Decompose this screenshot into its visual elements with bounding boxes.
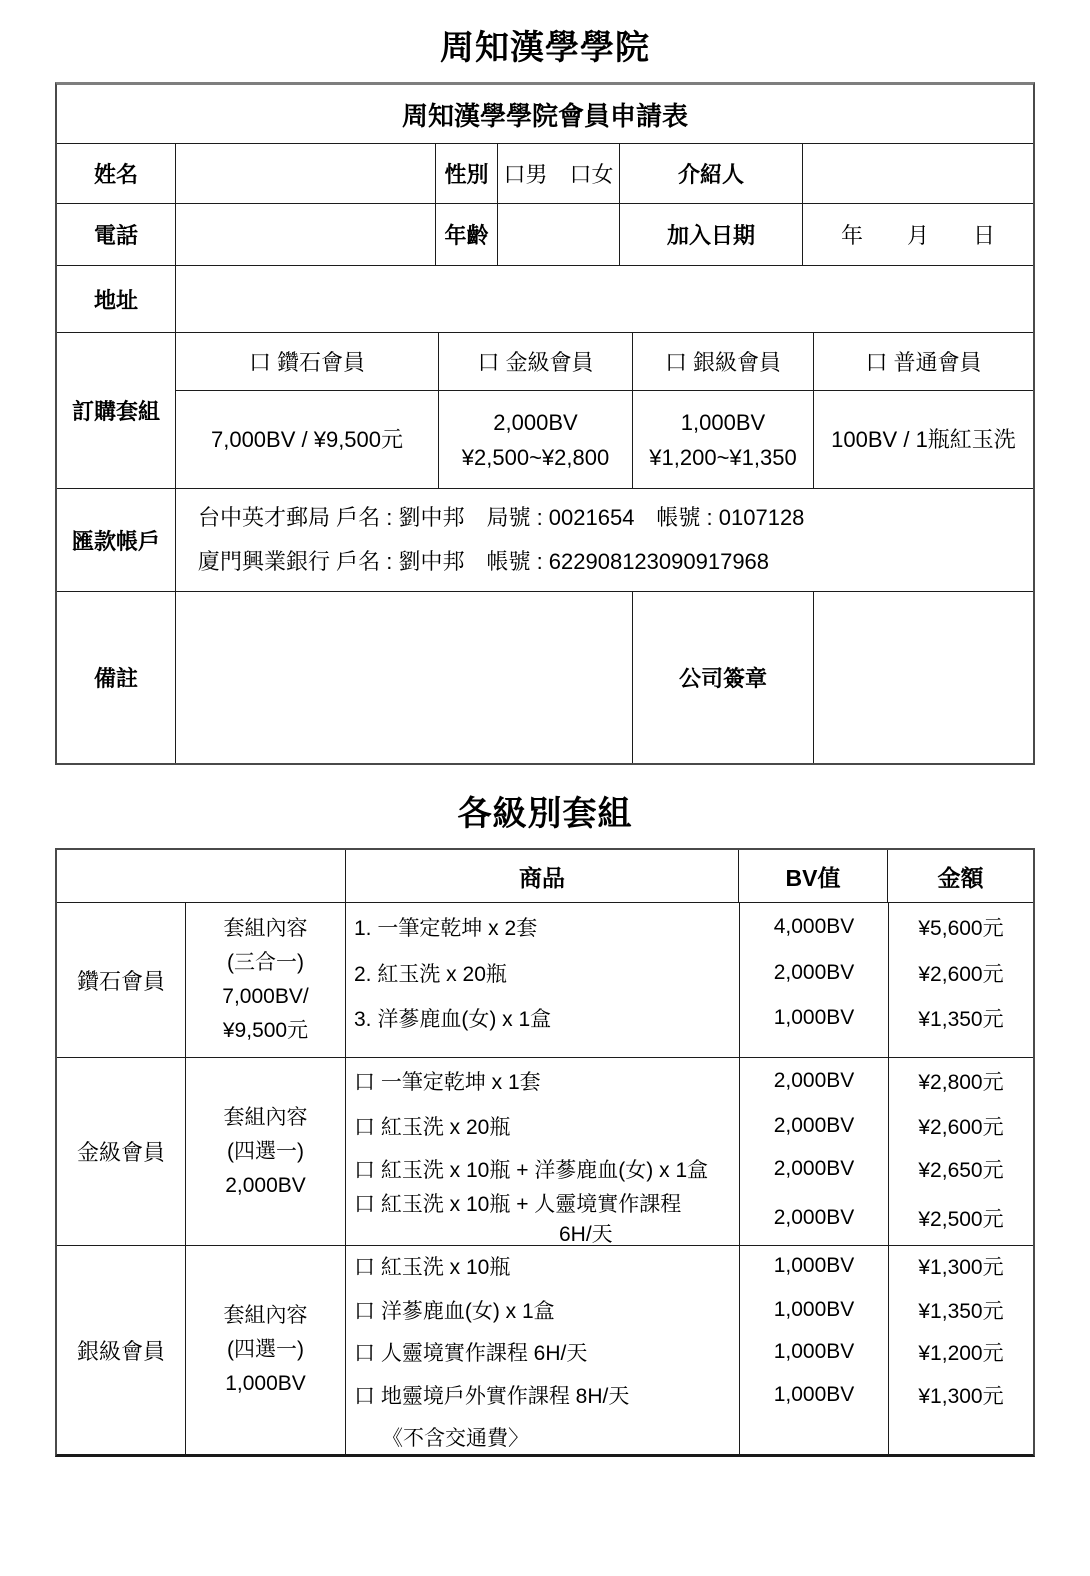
tier-items-silver [345,1246,1033,1454]
gold-checkbox-option[interactable]: 口 金級會員 [439,333,632,391]
page-title: 周知漢學學院 [440,29,650,67]
product-row [346,995,1033,1040]
table-filler [346,1040,1033,1057]
product-name-line1: 口 紅玉洗 x 10瓶 + 人靈境實作課程 [354,1192,682,1216]
product-name: 口 紅玉洗 x 10瓶 + 洋蔘鹿血(女) x 1盒 [354,1158,709,1182]
package-option-regular [813,333,1033,488]
diamond-price-line1: 7,000BV / ¥9,500元 [210,427,404,452]
product-amount: ¥1,300元 [888,1373,1033,1417]
tier-items-diamond [345,903,1033,1057]
remittance-info [175,489,1033,591]
product-name: 口 紅玉洗 x 10瓶 [354,1256,511,1279]
package-label: 訂購套組 [71,399,160,424]
product-bv: 1,000BV [739,1243,888,1289]
content-line: 2,000BV [225,1173,306,1197]
product-column-header: 商品 [345,850,738,902]
product-name: 口 人靈境實作課程 6H/天 [354,1342,588,1365]
transport-fee-note: 《不含交通費〉 [382,1427,529,1450]
phone-age-row [57,203,1033,265]
packages-header-row [57,850,1033,902]
remarks-input-cell[interactable] [175,592,632,763]
referrer-input-cell[interactable] [802,144,1033,203]
product-name: 2. 紅玉洗 x 20瓶 [354,962,507,986]
product-amount [888,1417,1033,1457]
address-label: 地址 [93,287,138,313]
package-option-gold [438,333,632,488]
product-bv: 1,000BV [739,995,888,1040]
remarks-label: 備註 [93,666,138,691]
diamond-checkbox-option[interactable]: 口 鑽石會員 [176,333,438,391]
tier-content-diamond [185,903,345,1057]
silver-checkbox-option[interactable]: 口 銀級會員 [633,333,813,391]
remittance-row [57,488,1033,591]
join-date-label: 加入日期 [619,204,802,265]
product-bv: 1,000BV [739,1331,888,1373]
product-amount: ¥5,600元 [888,903,1033,950]
product-name: 口 一筆定乾坤 x 1套 [354,1070,541,1094]
package-option-diamond [175,333,438,488]
remarks-row [57,591,1033,763]
product-checkbox-row[interactable] [346,1148,1033,1190]
product-name: 口 紅玉洗 x 20瓶 [354,1115,511,1139]
phone-label: 電話 [93,223,138,248]
product-checkbox-row[interactable] [346,1243,1033,1289]
tier-items-gold [345,1058,1033,1245]
company-signature-label: 公司簽章 [632,592,813,763]
product-amount: ¥2,600元 [888,950,1033,995]
regular-checkbox-option[interactable]: 口 普通會員 [814,333,1033,391]
tier-row-diamond [57,902,1033,1057]
product-bv: 1,000BV [739,1289,888,1331]
bv-column-header: BV值 [738,850,887,902]
gold-price-line2: ¥2,500~¥2,800 [461,444,610,470]
product-name-line2: 6H/天 [559,1222,613,1246]
tier-content-silver [185,1246,345,1454]
join-date-input-cell[interactable]: 年 月 日 [802,204,1033,265]
tier-row-silver [57,1245,1033,1454]
amount-column-header: 金額 [887,850,1033,902]
product-amount: ¥2,650元 [888,1148,1033,1190]
application-form-table [55,82,1035,765]
product-amount: ¥2,800元 [888,1058,1033,1104]
remittance-line-post-office: 台中英才郵局 戶名 : 劉中邦 局號 : 0021654 帳號 : 0107128 [198,505,805,530]
product-bv: 2,000BV [739,1190,888,1246]
tier-packages-table [55,848,1035,1457]
content-line: 套組內容 [223,1304,308,1327]
age-input-cell[interactable] [497,204,619,265]
tier-row-gold [57,1057,1033,1245]
filler-cell [346,1040,739,1057]
name-input-cell[interactable] [175,144,435,203]
content-line: (三合一) [227,951,304,974]
gold-price-line1: 2,000BV [493,409,578,435]
address-input-cell[interactable] [175,266,1033,332]
name-label: 姓名 [93,162,138,187]
product-amount: ¥1,300元 [888,1243,1033,1289]
phone-input-cell[interactable] [175,204,435,265]
diamond-price [176,391,438,488]
content-line: 套組內容 [223,1105,308,1129]
silver-price-line2: ¥1,200~¥1,350 [649,444,797,470]
product-bv [739,1417,888,1457]
product-name: 口 洋蔘鹿血(女) x 1盒 [354,1300,555,1323]
name-gender-row [57,143,1033,203]
header-empty-cell [57,850,345,902]
tier-name-gold: 金級會員 [76,1140,165,1165]
product-bv: 2,000BV [739,1148,888,1190]
tier-content-gold [185,1058,345,1245]
product-amount: ¥1,200元 [888,1331,1033,1373]
content-line: 套組內容 [223,917,308,940]
product-checkbox-row[interactable] [346,1373,1033,1417]
product-bv: 2,000BV [739,1104,888,1148]
product-checkbox-row[interactable] [346,1104,1033,1148]
signature-input-cell[interactable] [813,592,1033,763]
product-name [346,1190,739,1246]
package-option-silver [632,333,813,488]
package-selection-row [57,332,1033,488]
product-note-row [346,1417,1033,1457]
product-checkbox-row[interactable] [346,1289,1033,1331]
content-line: 7,000BV/ [222,985,309,1008]
content-line: (四選一) [227,1139,304,1163]
product-name: 口 地靈境戶外實作課程 8H/天 [354,1385,630,1408]
product-bv: 2,000BV [739,1058,888,1104]
filler-cell [888,1040,1033,1057]
product-name: 3. 洋蔘鹿血(女) x 1盒 [354,1007,552,1031]
tier-name-silver: 銀級會員 [76,1338,165,1364]
product-amount: ¥1,350元 [888,1289,1033,1331]
product-bv: 1,000BV [739,1373,888,1417]
content-line: (四選一) [227,1338,304,1361]
gender-checkboxes[interactable]: 口男 口女 [497,144,619,203]
tier-name-diamond: 鑽石會員 [76,968,165,994]
product-bv: 2,000BV [739,950,888,995]
product-amount: ¥2,600元 [888,1104,1033,1148]
product-checkbox-row[interactable] [346,1331,1033,1373]
product-checkbox-row[interactable] [346,1190,1033,1246]
regular-price [814,391,1033,488]
gold-price [439,391,632,488]
packages-section-title: 各級別套組 [457,795,633,833]
form-title-row [57,85,1033,143]
referrer-label: 介紹人 [619,144,802,203]
product-amount: ¥2,500元 [888,1190,1033,1246]
product-row [346,903,1033,950]
product-name: 1. 一筆定乾坤 x 2套 [354,916,538,940]
content-line: ¥9,500元 [222,1019,309,1042]
remittance-line-bank: 廈門興業銀行 戶名 : 劉中邦 帳號 : 622908123090917968 [198,549,770,574]
address-row [57,265,1033,332]
silver-price-line1: 1,000BV [680,409,766,435]
regular-price-line1: 100BV / 1瓶紅玉洗 [831,427,1016,452]
form-title: 周知漢學學院會員申請表 [401,100,688,131]
product-bv: 4,000BV [739,903,888,950]
filler-cell [739,1040,888,1057]
product-row [346,950,1033,995]
content-line: 1,000BV [225,1372,306,1395]
gender-label: 性別 [435,144,497,203]
age-label: 年齡 [435,204,497,265]
product-checkbox-row[interactable] [346,1058,1033,1104]
product-amount: ¥1,350元 [888,995,1033,1040]
silver-price [633,391,813,488]
remittance-label: 匯款帳戶 [71,528,160,554]
